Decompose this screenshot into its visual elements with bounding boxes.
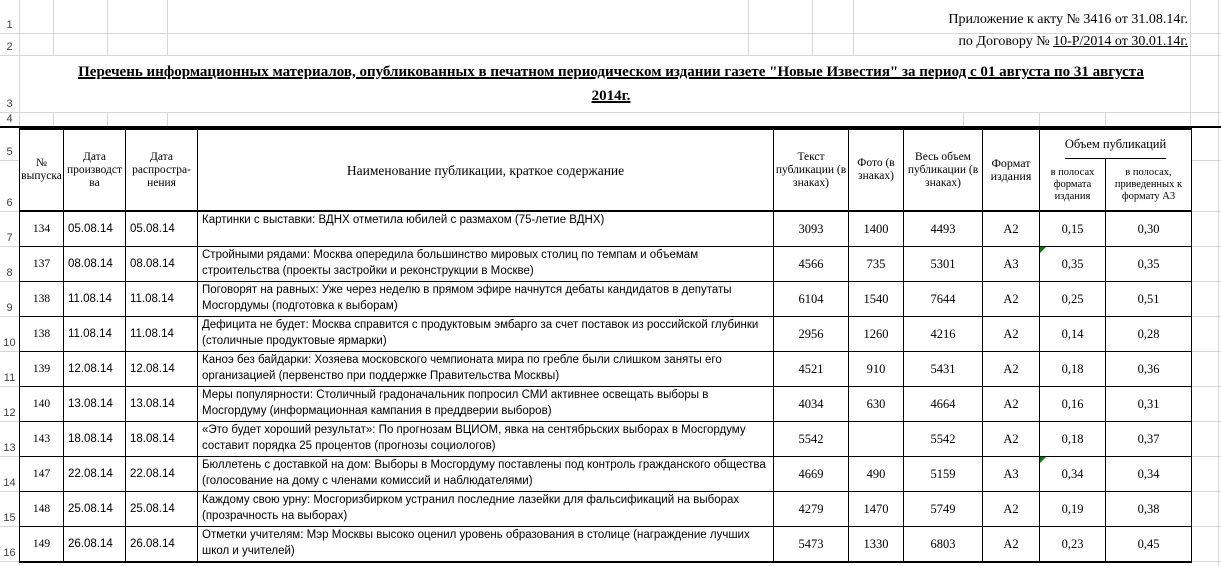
contract-note-underlined: 10-Р/2014 от 30.01.14г. [1053,34,1188,49]
cell-total-chars[interactable]: 5301 [904,247,983,282]
row-header-14[interactable]: 14 [3,477,16,489]
cell-total-chars[interactable]: 6803 [904,527,983,562]
row-header-2[interactable]: 2 [6,41,13,53]
document-title-line1: Перечень информационных материалов, опубликованных в печатном периодическом издании газете "Новые Известия" за период с 01 августа по 31 августа [78,64,1144,80]
cell-volume-edition[interactable]: 0,14 [1040,317,1106,352]
cell-date-distribution[interactable]: 11.08.14 [126,317,198,352]
error-flag-icon [1040,457,1046,463]
cell-date-distribution[interactable]: 18.08.14 [126,422,198,457]
publications-table [19,128,1192,563]
cell-publication-name[interactable]: Каждому свою урну: Мосгоризбирком устранил последние лазейки для фальсификаций на выборах (прозрачность на выборах) [198,492,774,527]
cell-date-distribution[interactable]: 22.08.14 [126,457,198,492]
cell-volume-edition[interactable]: 0,19 [1040,492,1106,527]
column-header-date-production[interactable]: Дата производства [64,130,126,212]
gridline [0,211,19,212]
cell-date-production[interactable]: 12.08.14 [64,352,126,387]
cell-photo-chars[interactable]: 910 [849,352,904,387]
cell-issue[interactable]: 143 [20,422,64,457]
cell-total-chars[interactable]: 5431 [904,352,983,387]
cell-issue[interactable]: 134 [20,212,64,247]
cell-format[interactable]: А2 [983,282,1040,317]
cell-date-production[interactable]: 11.08.14 [64,282,126,317]
cell-volume-edition[interactable]: 0,18 [1040,352,1106,387]
cell-format[interactable]: А2 [983,317,1040,352]
cell-publication-name[interactable]: Бюллетень с доставкой на дом: Выборы в Мосгордуму поставлены под контроль гражданского общества (голосование на дому с членами комиссий и наблюдателями) [198,457,774,492]
cell-total-chars[interactable]: 4664 [904,387,983,422]
cell-date-distribution[interactable]: 11.08.14 [126,282,198,317]
gridline [0,386,19,387]
column-header-name[interactable]: Наименование публикации, краткое содержание [198,130,774,212]
cell-date-distribution[interactable]: 12.08.14 [126,352,198,387]
appendix-note-cell[interactable] [488,9,1188,30]
cell-date-production[interactable]: 25.08.14 [64,492,126,527]
cell-volume-a3[interactable]: 0,36 [1106,352,1191,387]
cell-text-chars[interactable]: 4566 [774,247,849,282]
gridline [0,456,19,457]
row-header-5[interactable]: 5 [6,146,13,158]
cell-photo-chars[interactable]: 630 [849,387,904,422]
cell-publication-name[interactable]: Поговорят на равных: Уже через неделю в прямом эфире начнутся дебаты кандидатов в депутаты Мосгордумы (подготовка к выборам) [198,282,774,317]
gridline [0,316,19,317]
cell-volume-a3[interactable]: 0,37 [1106,422,1191,457]
cell-photo-chars[interactable]: 1540 [849,282,904,317]
cell-issue[interactable]: 138 [20,317,64,352]
cell-total-chars[interactable]: 5159 [904,457,983,492]
gridline [1190,316,1221,317]
gridline [0,491,19,492]
cell-date-production[interactable]: 05.08.14 [64,212,126,247]
row-header-16[interactable]: 16 [3,547,16,559]
gridline [1190,491,1221,492]
cell-issue[interactable]: 140 [20,387,64,422]
column-header-volume-group[interactable] [1040,130,1191,212]
cell-text-chars[interactable]: 4034 [774,387,849,422]
document-title-cell[interactable] [22,60,1200,108]
row-header-15[interactable]: 15 [3,512,16,524]
cell-volume-edition[interactable]: 0,35 [1040,247,1106,282]
cell-text-chars[interactable]: 4279 [774,492,849,527]
row-header-8[interactable]: 8 [6,267,13,279]
cell-text-chars[interactable]: 2956 [774,317,849,352]
row-header-7[interactable]: 7 [6,232,13,244]
cell-total-chars[interactable]: 7644 [904,282,983,317]
cell-volume-a3[interactable]: 0,31 [1106,387,1191,422]
cell-format[interactable]: А2 [983,352,1040,387]
contract-note-prefix: по Договору № [958,34,1054,49]
cell-total-chars[interactable]: 4216 [904,317,983,352]
cell-format[interactable]: А2 [983,212,1040,247]
cell-issue[interactable]: 137 [20,247,64,282]
column-header-volume-a3[interactable]: в полосах, приведенных к формату А3 [1114,166,1183,202]
error-flag-icon [1040,247,1046,253]
cell-volume-edition[interactable]: 0,18 [1040,422,1106,457]
gridline [1190,561,1221,562]
gridline [0,112,1221,113]
cell-text-chars[interactable]: 3093 [774,212,849,247]
cell-volume-a3[interactable]: 0,51 [1106,282,1191,317]
row-header-1[interactable]: 1 [6,19,13,31]
contract-note-cell[interactable] [488,31,1188,52]
cell-text-chars[interactable]: 6104 [774,282,849,317]
gridline [0,246,19,247]
gridline [107,112,108,127]
column-header-volume-group-label: Объем публикаций [1065,130,1166,159]
gridline [1218,0,1219,566]
cell-date-production[interactable]: 22.08.14 [64,457,126,492]
cell-photo-chars[interactable]: 1400 [849,212,904,247]
gridline [1190,386,1221,387]
gridline [0,281,19,282]
appendix-note-text: Приложение к акту № 3416 от 31.08.14г. [948,12,1188,27]
column-header-text-chars[interactable]: Текст публикации (в знаках) [774,130,849,212]
cell-photo-chars[interactable]: 1330 [849,527,904,562]
cell-text-chars[interactable]: 5473 [774,527,849,562]
cell-format[interactable]: А2 [983,387,1040,422]
row-header-13[interactable]: 13 [3,442,16,454]
cell-date-distribution[interactable]: 13.08.14 [126,387,198,422]
gridline [1039,112,1040,127]
column-header-issue[interactable]: № выпуска [20,130,64,212]
cell-issue[interactable]: 138 [20,282,64,317]
row-header-6[interactable]: 6 [6,197,13,209]
column-header-total-chars[interactable]: Весь объем публикации (в знаках) [904,130,983,212]
cell-volume-a3[interactable]: 0,45 [1106,527,1191,562]
cell-publication-name[interactable]: Каноэ без байдарки: Хозяева московского чемпионата мира по гребле были слишком заняты его организацией (первенство при поддержке Правительства Москвы) [198,352,774,387]
cell-volume-edition[interactable]: 0,15 [1040,212,1106,247]
cell-format[interactable]: А2 [983,492,1040,527]
gridline [0,561,19,562]
cell-date-production[interactable]: 11.08.14 [64,317,126,352]
cell-format[interactable]: А2 [983,527,1040,562]
gridline [963,112,964,127]
cell-date-distribution[interactable]: 25.08.14 [126,492,198,527]
document-title-line2: 2014г. [591,88,631,104]
cell-format[interactable]: А2 [983,422,1040,457]
row-header-10[interactable]: 10 [3,337,16,349]
gridline [167,112,168,127]
cell-issue[interactable]: 139 [20,352,64,387]
cell-date-distribution[interactable]: 05.08.14 [126,212,198,247]
cell-volume-a3[interactable]: 0,34 [1106,457,1191,492]
gridline [1190,160,1221,161]
row-header-12[interactable]: 12 [3,407,16,419]
cell-photo-chars[interactable]: 735 [849,247,904,282]
cell-publication-name[interactable]: Отметки учителям: Мэр Москвы высоко оценил уровень образования в столице (награждение лучших школ и учителей) [198,527,774,562]
cell-publication-name[interactable]: Картинки с выставки: ВДНХ отметила юбилей с размахом (75-летие ВДНХ) [198,212,774,247]
cell-photo-chars[interactable]: 1470 [849,492,904,527]
gridline [167,0,168,55]
gridline [0,55,1221,56]
gridline [0,351,19,352]
column-header-format[interactable]: Формат издания [983,130,1040,212]
cell-volume-a3[interactable]: 0,30 [1106,212,1191,247]
cell-date-production[interactable]: 18.08.14 [64,422,126,457]
cell-date-distribution[interactable]: 26.08.14 [126,527,198,562]
cell-text-chars[interactable]: 4669 [774,457,849,492]
cell-text-chars[interactable]: 4521 [774,352,849,387]
cell-total-chars[interactable]: 5749 [904,492,983,527]
gridline [53,0,54,55]
cell-volume-a3[interactable]: 0,28 [1106,317,1191,352]
row-header-9[interactable]: 9 [6,302,13,314]
cell-date-production[interactable]: 13.08.14 [64,387,126,422]
cell-publication-name[interactable]: Меры популярности: Столичный градоначальник попросил СМИ активнее освещать выборы в Мосгордуму (информационная кампания в преддверии выборов) [198,387,774,422]
cell-volume-a3[interactable]: 0,38 [1106,492,1191,527]
cell-volume-a3[interactable]: 0,35 [1106,247,1191,282]
row-header-4[interactable]: 4 [6,113,13,125]
gridline [1190,281,1221,282]
gridline [1190,456,1221,457]
cell-date-distribution[interactable]: 08.08.14 [126,247,198,282]
row-header-3[interactable]: 3 [6,98,13,110]
cell-publication-name[interactable]: Дефицита не будет: Москва справится с продуктовым эмбарго за счет поставок из российской глубинки (столичные продуктовые ярмарки) [198,317,774,352]
gridline [107,0,108,55]
cell-total-chars[interactable]: 4493 [904,212,983,247]
gridline [53,112,54,127]
gridline [1105,112,1106,127]
cell-photo-chars[interactable] [849,422,904,457]
gridline [0,526,19,527]
column-header-volume-edition[interactable]: в полосах формата издания [1040,159,1106,210]
cell-publication-name[interactable]: Стройными рядами: Москва опередила большинство мировых столиц по темпам и объемам строительства (проекты застройки и реконструкции в Москве) [198,247,774,282]
row-header-11[interactable]: 11 [3,372,16,384]
cell-volume-edition[interactable]: 0,23 [1040,527,1106,562]
cell-photo-chars[interactable]: 1260 [849,317,904,352]
gridline [0,421,19,422]
cell-volume-edition[interactable]: 0,34 [1040,457,1106,492]
column-header-photo-chars[interactable]: Фото (в знаках) [849,130,904,212]
cell-issue[interactable]: 147 [20,457,64,492]
cell-text-chars[interactable]: 5542 [774,422,849,457]
gridline [1190,246,1221,247]
cell-photo-chars[interactable]: 490 [849,457,904,492]
gridline [1190,211,1221,212]
gridline [1190,351,1221,352]
cell-volume-edition[interactable]: 0,25 [1040,282,1106,317]
column-header-date-distribution[interactable]: Дата распростра-нения [126,130,198,212]
cell-issue[interactable]: 148 [20,492,64,527]
cell-total-chars[interactable]: 5542 [904,422,983,457]
cell-issue[interactable]: 149 [20,527,64,562]
cell-volume-edition[interactable]: 0,16 [1040,387,1106,422]
cell-date-production[interactable]: 26.08.14 [64,527,126,562]
cell-format[interactable]: А3 [983,457,1040,492]
gridline [1190,526,1221,527]
gridline [0,160,19,161]
cell-format[interactable]: А3 [983,247,1040,282]
gridline [1190,421,1221,422]
cell-publication-name[interactable]: «Это будет хороший результат»: По прогнозам ВЦИОМ, явка на сентябрьских выборах в Мосгордуму составит порядка 25 процентов (прогнозы социологов) [198,422,774,457]
cell-date-production[interactable]: 08.08.14 [64,247,126,282]
